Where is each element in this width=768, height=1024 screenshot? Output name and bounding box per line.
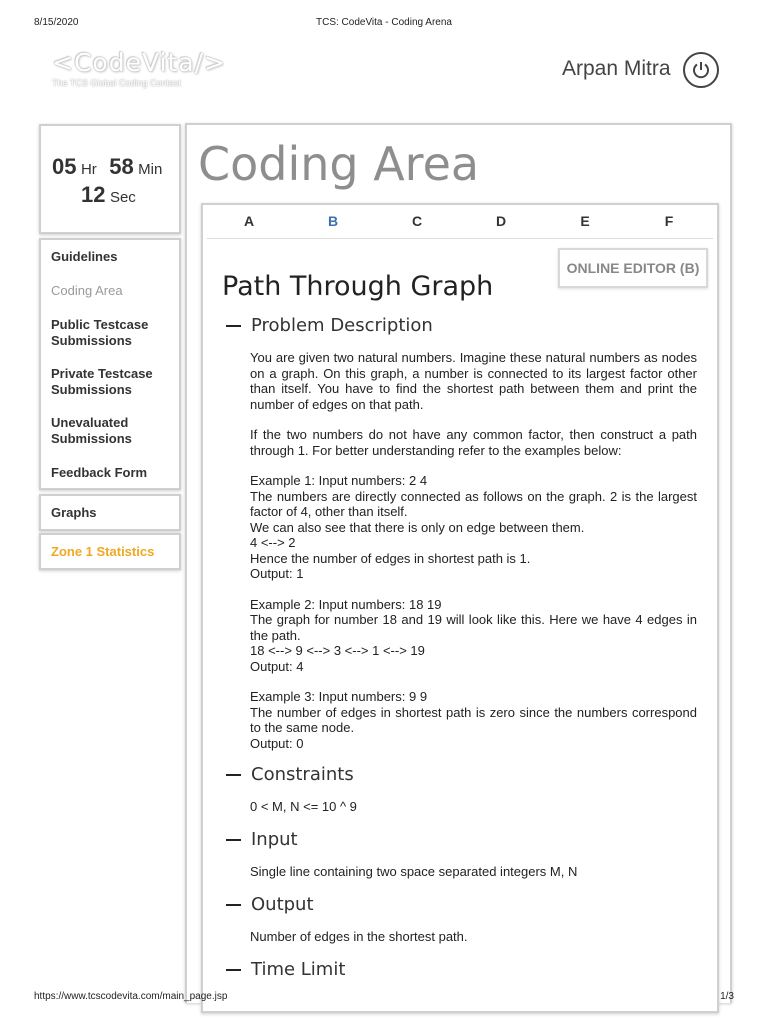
section-heading: Constraints — [251, 764, 354, 785]
sidebar-item-private-testcase[interactable]: Private Testcase Submissions — [51, 366, 153, 397]
example-line: Example 2: Input numbers: 18 19 — [250, 596, 442, 612]
collapse-icon — [226, 904, 241, 906]
tab-f[interactable]: F — [664, 213, 674, 229]
print-footer — [34, 991, 734, 1005]
main-panel — [185, 123, 732, 1003]
tab-a[interactable]: A — [243, 213, 255, 229]
logo-tagline: The TCS Global Coding Contest — [52, 78, 181, 88]
tab-e[interactable]: E — [580, 213, 590, 229]
print-header — [34, 17, 734, 31]
section-heading: Problem Description — [251, 315, 433, 336]
example-line: 4 <--> 2 — [250, 535, 296, 550]
section-heading: Output — [251, 894, 314, 915]
sidebar-item-guidelines[interactable]: Guidelines — [51, 249, 118, 264]
output-text: Number of edges in the shortest path. — [250, 929, 468, 944]
collapse-icon — [226, 839, 241, 841]
tab-d[interactable]: D — [495, 213, 507, 229]
timer-minutes: 58 — [109, 154, 134, 179]
power-icon — [691, 60, 711, 80]
example-line: Hence the number of edges in shortest path is 1. — [250, 550, 531, 566]
problem-tabs — [207, 205, 713, 239]
sidebar-menu — [39, 238, 181, 490]
sidebar-item-public-testcase[interactable]: Public Testcase Submissions — [51, 317, 149, 348]
codevita-logo[interactable] — [52, 48, 226, 92]
print-title: TCS: CodeVita - Coding Arena — [315, 17, 452, 28]
description-paragraph: You are given two natural numbers. Imagine these natural numbers as nodes on a graph. On this graph, a number is connected to its largest factor other than itself. You have to find the shortest path between them and print the number of edges on that path. — [250, 350, 697, 412]
user-name: Arpan Mitra — [562, 57, 671, 80]
sidebar-item-feedback[interactable]: Feedback Form — [51, 465, 148, 480]
collapse-icon — [226, 774, 241, 776]
timer-hours: 05 — [52, 154, 77, 179]
collapse-icon — [226, 325, 241, 327]
example-line: Example 3: Input numbers: 9 9 — [250, 689, 428, 704]
page-title: Coding Area — [198, 137, 480, 191]
collapse-icon — [226, 969, 241, 971]
logout-button[interactable] — [683, 52, 719, 88]
countdown-timer — [39, 124, 181, 234]
logo-wordmark: <CodeVita/> — [52, 48, 226, 77]
example-line: Output: 1 — [250, 566, 304, 581]
example-line: 18 <--> 9 <--> 3 <--> 1 <--> 19 — [250, 643, 425, 658]
constraints-text: 0 < M, N <= 10 ^ 9 — [250, 799, 357, 814]
sidebar-item-unevaluated[interactable]: Unevaluated Submissions — [51, 415, 132, 446]
example-line: Output: 0 — [250, 735, 304, 751]
example-line: We can also see that there is only on edge between them. — [250, 519, 585, 535]
example-line: The number of edges in shortest path is zero since the numbers correspond to the same node. — [250, 704, 697, 735]
example-line: The numbers are directly connected as follows on the graph. 2 is the largest factor of 4, other than itself. — [250, 488, 697, 519]
section-heading: Time Limit — [251, 959, 346, 980]
timer-seconds: 12 — [81, 182, 106, 207]
section-heading: Input — [251, 829, 298, 850]
timer-seconds-unit: Sec — [109, 189, 136, 206]
description-paragraph: If the two numbers do not have any common factor, then construct a path through 1. For better understanding refer to the examples below: — [250, 427, 697, 458]
problem-panel — [201, 203, 719, 1013]
problem-description-text — [250, 350, 697, 751]
tab-b[interactable]: B — [327, 213, 339, 229]
tab-c[interactable]: C — [411, 213, 423, 229]
problem-title: Path Through Graph — [222, 271, 494, 302]
timer-hours-unit: Hr — [80, 161, 97, 178]
timer-minutes-unit: Min — [138, 161, 163, 178]
zone-statistics-button[interactable]: Zone 1 Statistics — [39, 533, 181, 570]
input-text: Single line containing two space separated integers M, N — [250, 864, 578, 879]
example-line: Example 1: Input numbers: 2 4 — [250, 473, 428, 488]
sidebar-item-coding-area[interactable]: Coding Area — [51, 283, 123, 298]
example-line: Output: 4 — [250, 658, 304, 674]
online-editor-button[interactable]: ONLINE EDITOR (B) — [558, 248, 708, 288]
example-line: The graph for number 18 and 19 will look like this. Here we have 4 edges in the path. — [250, 612, 697, 643]
print-date: 8/15/2020 — [34, 17, 79, 28]
print-url: https://www.tcscodevita.com/main_page.jsp — [34, 991, 228, 1002]
print-page-number: 1/3 — [720, 991, 734, 1002]
graphs-button[interactable]: Graphs — [39, 494, 181, 531]
